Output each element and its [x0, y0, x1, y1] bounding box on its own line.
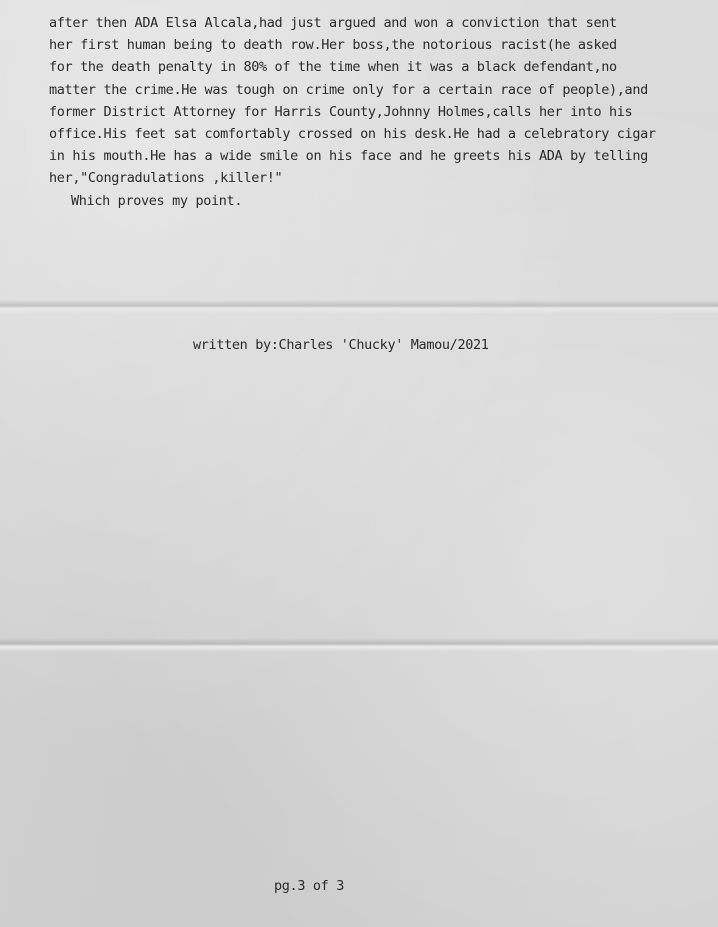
story-paragraph — [49, 12, 709, 212]
text-line: her,"Congradulations ,killer!" — [49, 170, 283, 187]
text-line: in his mouth.He has a wide smile on his face and he greets his ADA by telling — [49, 148, 648, 165]
page-number: pg.3 of 3 — [274, 878, 344, 894]
paper-fold-upper — [0, 300, 718, 314]
author-signature: written by:Charles 'Chucky' Mamou/2021 — [193, 337, 489, 353]
text-line: for the death penalty in 80% of the time when it was a black defendant,no — [49, 59, 617, 76]
text-line: matter the crime.He was tough on crime only for a certain race of people),and — [49, 81, 648, 98]
closing-line: Which proves my point. — [71, 192, 243, 209]
text-line: office.His feet sat comfortably crossed on his desk.He had a celebratory cigar — [49, 126, 656, 143]
text-line: after then ADA Elsa Alcala,had just argued and won a conviction that sent — [49, 15, 617, 31]
text-line: her first human being to death row.Her boss,the notorious racist(he asked — [49, 37, 617, 54]
text-line: former District Attorney for Harris County,Johnny Holmes,calls her into his — [49, 103, 633, 120]
paper-fold-lower — [0, 638, 718, 652]
